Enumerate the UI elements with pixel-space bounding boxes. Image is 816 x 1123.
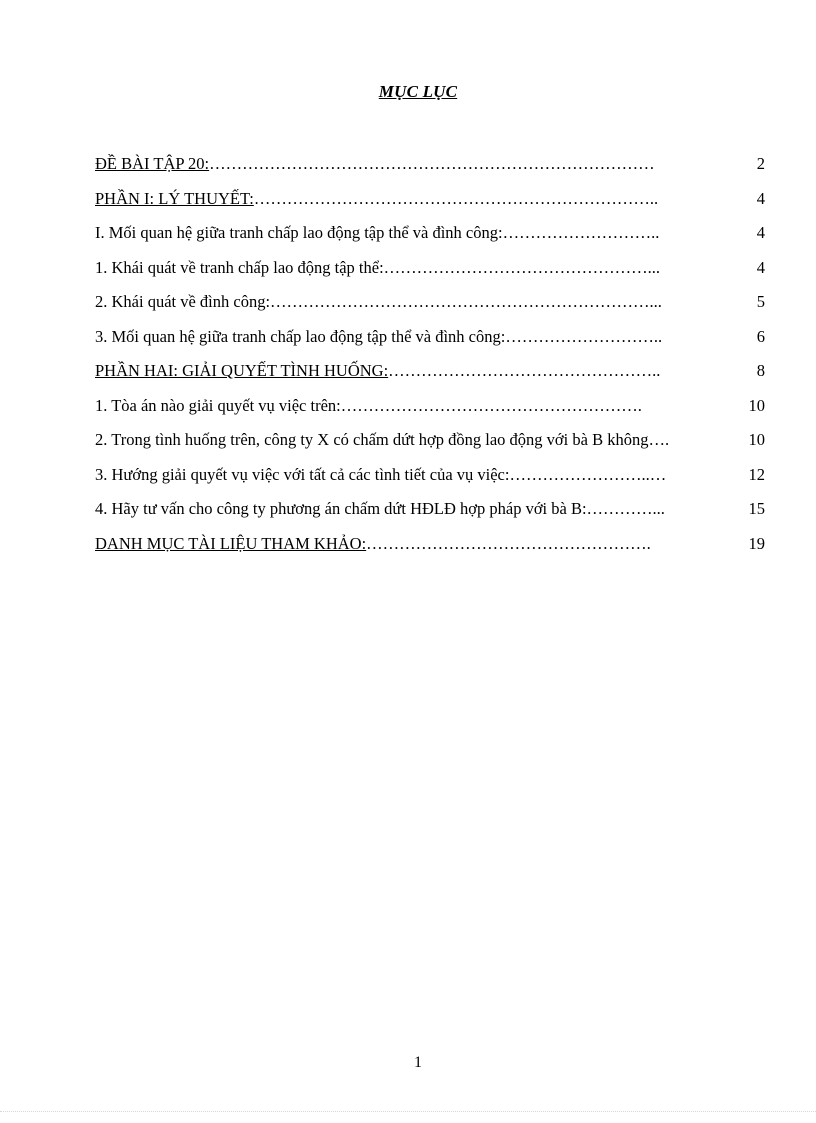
toc-entry-leader: ………………………………………….. [388,361,661,380]
toc-entry-leader: ……………………………………………………………... [270,292,662,311]
toc-entry-leader: ……………………….. [502,223,660,242]
toc-entry-page: 4 [756,257,765,277]
toc-entry-label: ĐỀ BÀI TẬP 20: [95,154,210,173]
toc-entry-label: 3. Mối quan hệ giữa tranh chấp lao động tập thể và đình công: [95,326,506,346]
toc-entry-leader: …………………………………………... [383,257,661,277]
toc-entry-page: 4 [756,223,765,242]
toc-entry[interactable] [95,423,765,458]
toc-entry-page: 15 [748,499,765,518]
toc-entry-label: PHẦN I: LÝ THUYẾT: [95,188,254,208]
page-bottom-divider [0,1111,816,1112]
toc-entry-label: 2. Khái quát về đình công: [95,292,271,311]
toc-entry-page: 5 [756,292,765,311]
toc-entry-label: 4. Hãy tư vấn cho công ty phương án chấm dứt HĐLĐ hợp pháp với bà B: [95,499,587,518]
toc-entry-leader: ………………………………………………. [340,395,642,415]
toc-entry[interactable] [95,389,765,424]
toc-entry-page: 19 [748,533,765,553]
toc-entry-leader: ……………………..… [509,464,667,484]
toc-entry-label: I. Mối quan hệ giữa tranh chấp lao động tập thể và đình công: [95,223,503,242]
toc-entry[interactable] [95,182,765,217]
toc-entry[interactable] [95,147,765,182]
toc-entry-label: DANH MỤC TÀI LIỆU THAM KHẢO: [95,533,367,553]
toc-entry-leader: ……………………………………………. [366,533,651,553]
toc-entry[interactable] [95,527,765,562]
toc-entry[interactable] [95,251,765,286]
toc-entry-label: 3. Hướng giải quyết vụ việc với tất cả các tình tiết của vụ việc: [95,464,510,484]
toc-entry-label: 1. Tòa án nào giải quyết vụ việc trên: [95,395,341,415]
toc-entry[interactable] [95,320,765,355]
toc-entry-label: 1. Khái quát về tranh chấp lao động tập thể: [95,257,384,277]
toc-entry[interactable] [95,492,765,527]
page-number: 1 [414,1054,422,1071]
toc-entry-page: 10 [748,395,765,415]
toc-entry-leader: …………... [586,499,665,518]
toc-entry-leader: ……………………….. [505,326,663,346]
toc-entry-page: 4 [756,188,765,208]
toc-entry-label: 2. Trong tình huống trên, công ty X có chấm dứt hợp đồng lao động với bà B không [95,430,649,449]
toc-entry-page: 10 [748,430,765,449]
toc-entry-label: PHẦN HAI: GIẢI QUYẾT TÌNH HUỐNG: [95,361,389,380]
toc-entry[interactable] [95,285,765,320]
toc-entry-leader: ……………………………………………………………………… [209,154,655,173]
toc-entry-page: 12 [748,464,765,484]
toc-entry[interactable] [95,354,765,389]
toc-entry-page: 2 [756,154,765,173]
toc-entry-leader: ……………………………………………………………….. [253,188,659,208]
toc-entry-leader: …. [648,430,670,449]
toc-entry-page: 8 [756,361,765,380]
toc-entry[interactable] [95,216,765,251]
table-of-contents [95,147,765,561]
toc-entry[interactable] [95,458,765,493]
toc-entry-page: 6 [756,326,765,346]
toc-title: MỤC LỤC [378,82,458,101]
